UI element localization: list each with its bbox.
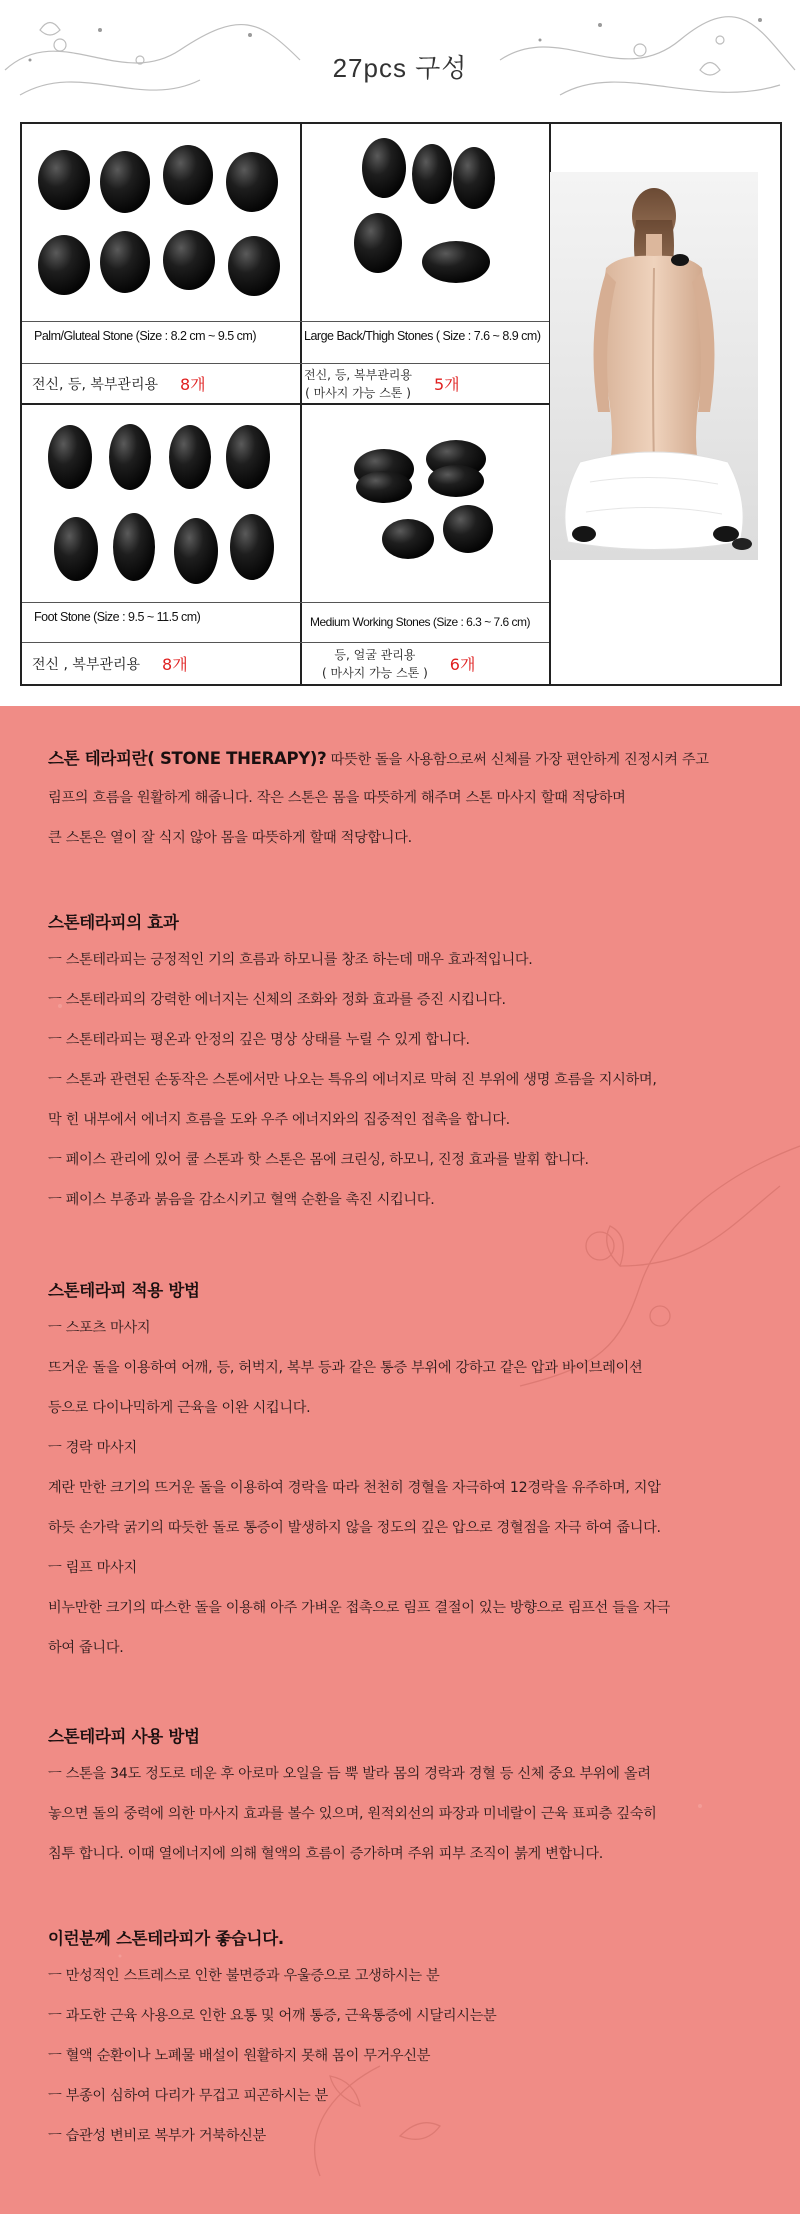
intro-line: [48, 748, 768, 788]
recommend-line: ㅡ 과도한 근육 사용으로 인한 요통 및 어깨 통증, 근육통증에 시달리시는분: [48, 2008, 497, 2024]
foot-stone-usage-text: 전신 , 복부관리용: [32, 656, 141, 673]
medium-stone-usage-line: 등, 얼굴 관리용: [334, 647, 416, 662]
foot-stone-usage: [32, 643, 294, 684]
recommend-line: ㅡ 부종이 심하여 다리가 무겁고 피곤하시는 분: [48, 2088, 328, 2104]
methods-line: 뜨거운 돌을 이용하여 어깨, 등, 허벅지, 복부 등과 같은 통증 부위에 강하고 같은 압과 바이브레이션: [48, 1360, 643, 1376]
table-divider: [22, 602, 549, 603]
recommend-line: ㅡ 습관성 변비로 복부가 거북하신분: [48, 2128, 266, 2144]
palm-stone-count: 8개: [180, 375, 206, 394]
medium-stone-usage-line: ( 마사지 가능 스톤 ): [322, 665, 428, 680]
methods-line: 계란 만한 크기의 뜨거운 돌을 이용하여 경락을 따라 천천히 경혈을 자극하여 12경락을 유주하며, 지압: [48, 1480, 661, 1496]
recommend-line: ㅡ 만성적인 스트레스로 인한 불면증과 우울증으로 고생하시는 분: [48, 1968, 440, 1984]
effects-line: ㅡ 스톤과 관련된 손동작은 스톤에서만 나오는 특유의 에너지로 막혀 진 부위에 생명 흐름을 지시하며,: [48, 1072, 657, 1088]
effects-line: ㅡ 스톤테라피는 긍정적인 기의 흐름과 하모니를 창조 하는데 매우 효과적입니다.: [48, 952, 533, 968]
large-back-stone-count: 5개: [434, 375, 460, 394]
effects-line: 막 힌 내부에서 에너지 흐름을 도와 우주 에너지와의 집중적인 접촉을 합니다.: [48, 1112, 510, 1128]
methods-section: [48, 1280, 768, 1678]
stone-therapy-model-photo: [550, 172, 758, 560]
palm-stone-size-label: Palm/Gluteal Stone (Size : 8.2 cm ~ 9.5 cm): [34, 329, 256, 343]
usage-line: 놓으면 돌의 중력에 의한 마사지 효과를 볼수 있으며, 원적외선의 파장과 미네랄이 근육 표피층 깊숙히: [48, 1806, 657, 1822]
effects-section: [48, 912, 768, 1230]
palm-stone-usage: [32, 364, 294, 403]
usage-line: 침투 합니다. 이때 열에너지에 의해 혈액의 흐름이 증가하며 주위 피부 조직이 붉게 변합니다.: [48, 1846, 603, 1862]
stone-therapy-info-section: [0, 706, 800, 2214]
effects-line: ㅡ 스톤테라피의 강력한 에너지는 신체의 조화와 정화 효과를 증진 시킵니다.: [48, 992, 506, 1008]
effects-line: ㅡ 페이스 부종과 붉음을 감소시키고 혈액 순환을 촉진 시킵니다.: [48, 1192, 435, 1208]
methods-line: ㅡ 스포츠 마사지: [48, 1320, 151, 1336]
methods-line: ㅡ 림프 마사지: [48, 1560, 137, 1576]
recommend-section: [48, 1928, 768, 2166]
methods-heading: 스톤테라피 적용 방법: [48, 1281, 200, 1300]
recommend-heading: 이런분께 스톤테라피가 좋습니다.: [48, 1929, 284, 1948]
large-back-stone-usage-line: ( 마사지 가능 스톤 ): [305, 385, 411, 400]
methods-line: 비누만한 크기의 따스한 돌을 이용해 아주 가벼운 접촉으로 림프 결절이 있는 방향으로 림프선 들을 자극: [48, 1600, 670, 1616]
methods-line: 하여 줍니다.: [48, 1640, 124, 1656]
large-back-stones-image: [306, 130, 544, 316]
foot-stone-size-label: Foot Stone (Size : 9.5 ~ 11.5 cm): [34, 610, 201, 624]
medium-working-stones-image: [306, 409, 544, 597]
effects-line: ㅡ 스톤테라피는 평온과 안정의 깊은 명상 상태를 누릴 수 있게 합니다.: [48, 1032, 470, 1048]
composition-title: 27pcs 구성: [332, 53, 468, 83]
recommend-line: ㅡ 혈액 순환이나 노폐물 배설이 원활하지 못해 몸이 무거우신분: [48, 2048, 431, 2064]
intro-line: 큰 스톤은 열이 잘 식지 않아 몸을 따뜻하게 할때 적당합니다.: [48, 830, 412, 846]
table-divider: [22, 403, 549, 405]
medium-stone-count: 6개: [449, 655, 476, 674]
large-back-stone-usage-line: 전신, 등, 복부관리용: [304, 367, 412, 382]
intro-line: 림프의 흐름을 원활하게 해줍니다. 작은 스톤은 몸을 따뜻하게 해주며 스톤 마사지 할때 적당하며: [48, 790, 626, 806]
large-back-stone-usage-text: [304, 366, 412, 402]
foot-stones-image: [26, 409, 296, 597]
intro-section: [48, 748, 768, 868]
large-back-stone-size-label: Large Back/Thigh Stones ( Size : 7.6 ~ 8.9 cm): [304, 329, 541, 343]
palm-stones-image: [26, 130, 296, 316]
medium-stone-usage-text: [322, 646, 428, 682]
effects-line: ㅡ 페이스 관리에 있어 쿨 스톤과 핫 스톤은 몸에 크린싱, 하모니, 진정 효과를 발휘 합니다.: [48, 1152, 589, 1168]
product-composition-section: [0, 0, 800, 706]
methods-line: ㅡ 경락 마사지: [48, 1440, 137, 1456]
intro-text: 따뜻한 돌을 사용함으로써 신체를 가장 편안하게 진정시켜 주고: [326, 752, 709, 768]
medium-stone-usage: [322, 643, 548, 684]
methods-line: 등으로 다이나믹하게 근육을 이완 시킵니다.: [48, 1400, 311, 1416]
usage-line: ㅡ 스톤을 34도 정도로 데운 후 아로마 오일을 듬 뿍 발라 몸의 경락과 경혈 등 신체 중요 부위에 올려: [48, 1766, 651, 1782]
palm-stone-usage-text: 전신, 등, 복부관리용: [32, 376, 158, 393]
intro-title: 스톤 테라피란( STONE THERAPY)?: [48, 749, 327, 768]
usage-section: [48, 1726, 768, 1884]
effects-heading: 스톤테라피의 효과: [48, 913, 179, 932]
methods-line: 하듯 손가락 굵기의 따듯한 돌로 통증이 발생하지 않을 정도의 깊은 압으로 경혈점을 자극 하여 줍니다.: [48, 1520, 661, 1536]
large-back-stone-usage: [304, 364, 546, 403]
foot-stone-count: 8개: [162, 655, 188, 674]
medium-stone-size-label: Medium Working Stones (Size : 6.3 ~ 7.6 cm): [310, 615, 531, 629]
usage-heading: 스톤테라피 사용 방법: [48, 1727, 200, 1746]
table-divider: [22, 321, 549, 322]
